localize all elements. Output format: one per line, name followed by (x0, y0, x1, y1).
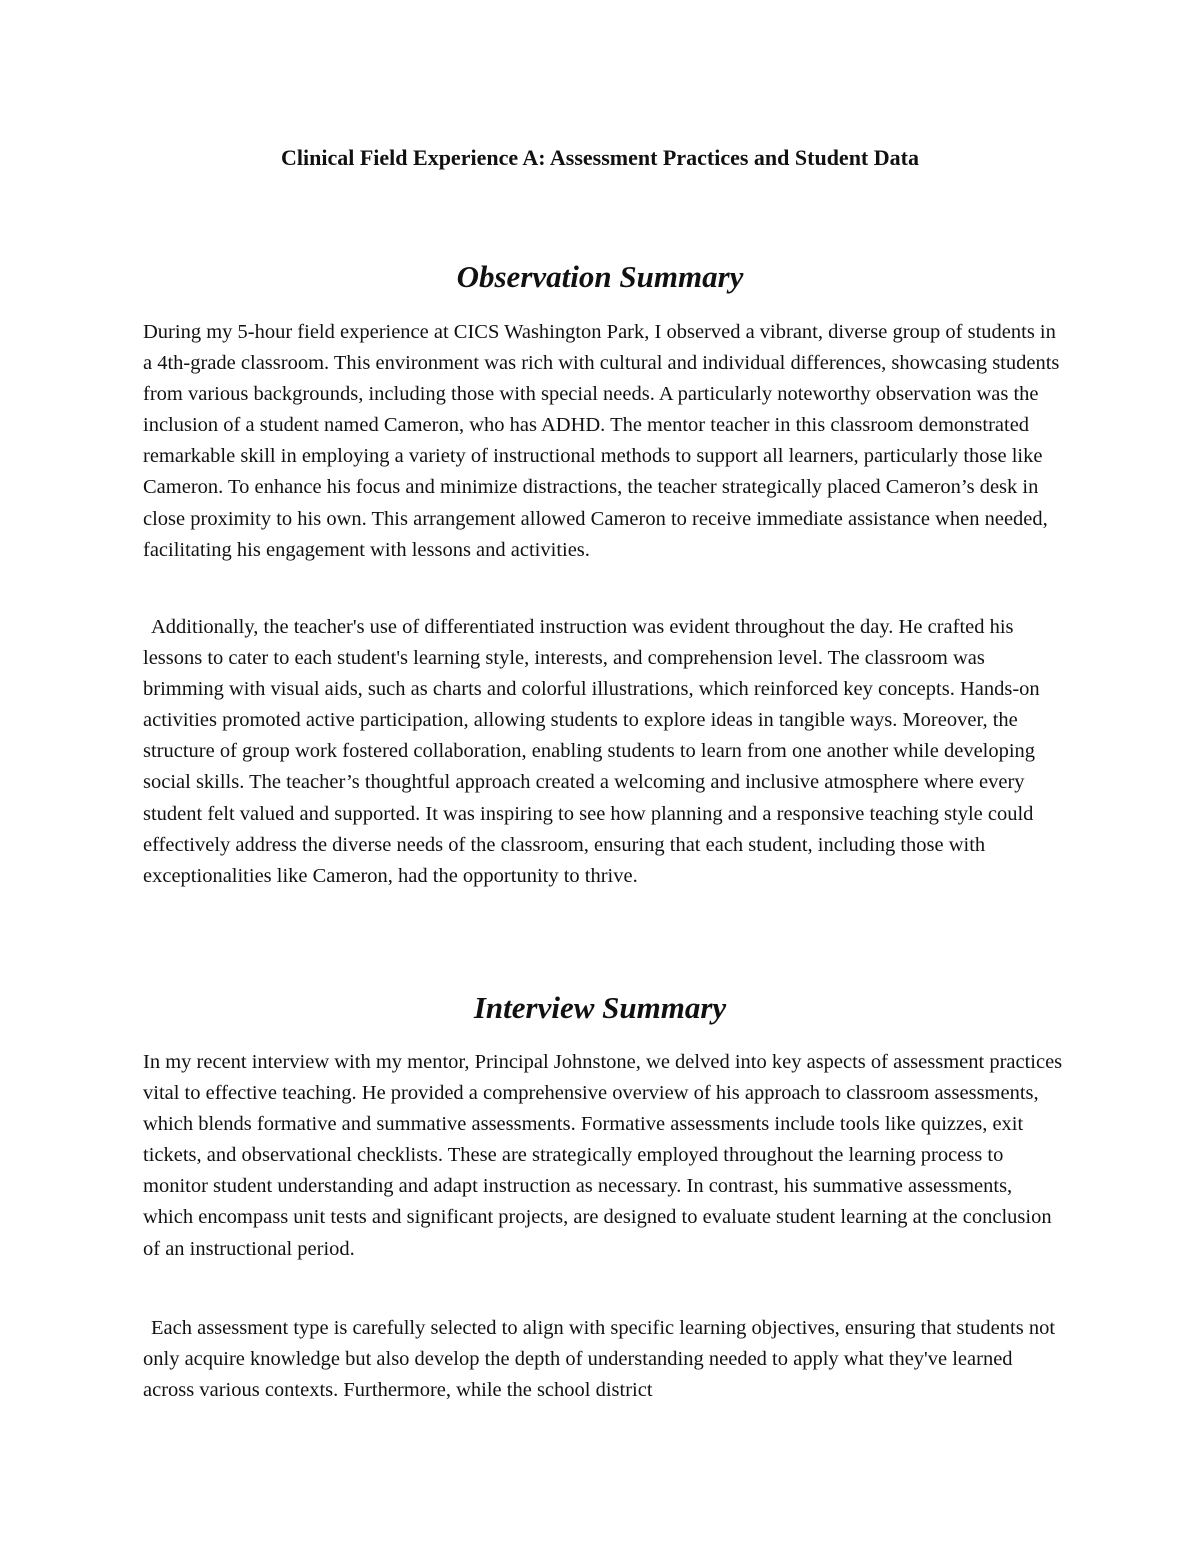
interview-summary-heading: Interview Summary (473, 990, 727, 1025)
observation-paragraph-2: Additionally, the teacher's use of differentiated instruction was evident throughout the day. He crafted his lessons to cater to each student's learning style, interests, and comprehension level. The classroom was brimming with visual aids, such as charts and colorful illustrations, which reinforced key concepts. Hands-on activities promoted active participation, allowing students to explore ideas in tangible ways. Moreover, the structure of group work fostered collaboration, enabling students to learn from one another while developing social skills. The teacher’s thoughtful approach created a welcoming and inclusive atmosphere where every student felt valued and supported. It was inspiring to see how planning and a responsive teaching style could effectively address the diverse needs of the classroom, ensuring that each student, including those with exceptionalities like Cameron, had the opportunity to thrive. (143, 616, 1040, 887)
observation-summary-heading: Observation Summary (456, 259, 744, 294)
interview-paragraph-1: In my recent interview with my mentor, Principal Johnstone, we delved into key aspects of assessment practices vital to effective teaching. He provided a comprehensive overview of his approach to classroom assessments, which blends formative and summative assessments. Formative assessments include tools like quizzes, exit tickets, and observational checklists. These are strategically employed throughout the learning process to monitor student understanding and adapt instruction as necessary. In contrast, his summative assessments, which encompass unit tests and significant projects, are designed to evaluate student learning at the conclusion of an instructional period. (143, 1051, 1063, 1260)
observation-paragraph-1: During my 5-hour field experience at CICS Washington Park, I observed a vibrant, diverse group of students in a 4th-grade classroom. This environment was rich with cultural and individual differences, showcasing students from various backgrounds, including those with special needs. A particularly noteworthy observation was the inclusion of a student named Cameron, who has ADHD. The mentor teacher in this classroom demonstrated remarkable skill in employing a variety of instructional methods to support all learners, particularly those like Cameron. To enhance his focus and minimize distractions, the teacher strategically placed Cameron’s desk in close proximity to his own. This arrangement allowed Cameron to receive immediate assistance when needed, facilitating his engagement with lessons and activities. (143, 321, 1060, 561)
document-title: Clinical Field Experience A: Assessment Practices and Student Data (281, 145, 919, 170)
interview-paragraph-2: Each assessment type is carefully selected to align with specific learning objectives, ensuring that students not only acquire knowledge but also develop the depth of understanding needed to apply what they've learned across various contexts. Furthermore, while the school district (143, 1317, 1056, 1402)
